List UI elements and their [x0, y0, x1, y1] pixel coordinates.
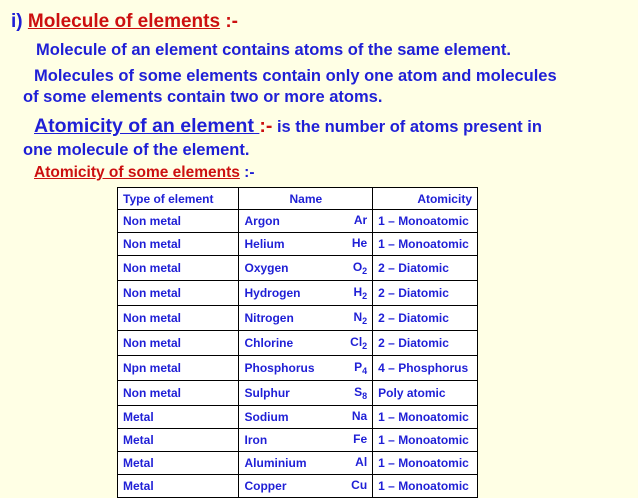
table-subheading: [34, 164, 255, 182]
cell-type: Metal: [118, 406, 239, 429]
element-symbol: $O_2$: [352, 260, 368, 276]
element-name: Sulphur: [244, 386, 290, 400]
table-row: [118, 210, 478, 233]
cell-name: [239, 356, 373, 381]
cell-type: Metal: [118, 429, 239, 452]
cell-name: [239, 452, 373, 475]
element-symbol: Na: [351, 409, 368, 423]
element-name: Oxygen: [244, 261, 289, 275]
element-symbol: $N_2$: [353, 310, 368, 326]
table-row: [118, 356, 478, 381]
table-row: [118, 429, 478, 452]
para-molecules-line1: Molecules of some elements contain only one atom and molecules: [34, 67, 557, 85]
cell-atomicity: 2 – Diatomic: [373, 331, 478, 356]
cell-type: Non metal: [118, 331, 239, 356]
element-symbol: Ar: [353, 213, 368, 227]
cell-name: [239, 381, 373, 406]
cell-name: [239, 429, 373, 452]
element-symbol: $S_8$: [354, 385, 368, 401]
cell-atomicity: 1 – Monoatomic: [373, 233, 478, 256]
atomicity-definition-line1: [34, 115, 542, 138]
cell-name: [239, 331, 373, 356]
table-row: [118, 452, 478, 475]
element-name: Argon: [244, 214, 280, 228]
element-name: Sodium: [244, 410, 289, 424]
heading-title: Molecule of elements: [27, 11, 221, 32]
cell-type: Non metal: [118, 233, 239, 256]
header-atomicity: Atomicity: [373, 188, 478, 210]
element-name: Copper: [244, 479, 287, 493]
cell-name: [239, 233, 373, 256]
cell-type: Non metal: [118, 210, 239, 233]
subheading-suffix: :-: [239, 164, 255, 181]
element-name: Chlorine: [244, 336, 294, 350]
heading-prefix: i): [11, 11, 28, 32]
table-row: [118, 256, 478, 281]
cell-name: [239, 306, 373, 331]
element-symbol: Cu: [351, 478, 368, 492]
cell-type: Non metal: [118, 281, 239, 306]
element-symbol: He: [351, 236, 368, 250]
cell-type: Non metal: [118, 381, 239, 406]
element-name: Nitrogen: [244, 311, 294, 325]
atomicity-definition-text: is the number of atoms present in: [272, 118, 542, 136]
table-row: [118, 233, 478, 256]
cell-atomicity: Poly atomic: [373, 381, 478, 406]
element-symbol: Fe: [353, 432, 368, 446]
cell-type: Npn metal: [118, 356, 239, 381]
cell-type: Metal: [118, 475, 239, 498]
element-name: Phosphorus: [244, 361, 315, 375]
table-row: [118, 281, 478, 306]
atomicity-separator: :-: [259, 115, 273, 137]
table-row: [118, 406, 478, 429]
atomicity-term: Atomicity of an element: [34, 115, 260, 137]
table-row: [118, 381, 478, 406]
cell-atomicity: 2 – Diatomic: [373, 281, 478, 306]
cell-name: [239, 406, 373, 429]
cell-atomicity: 1 – Monoatomic: [373, 406, 478, 429]
slide-heading: [11, 11, 238, 33]
subheading-text: Atomicity of some elements: [34, 164, 240, 181]
atomicity-definition-line2: one molecule of the element.: [23, 141, 250, 159]
element-symbol: Al: [355, 455, 368, 469]
cell-type: Non metal: [118, 256, 239, 281]
heading-suffix: :-: [220, 11, 238, 32]
cell-atomicity: 1 – Monoatomic: [373, 210, 478, 233]
cell-atomicity: 1 – Monoatomic: [373, 475, 478, 498]
cell-name: [239, 256, 373, 281]
cell-name: [239, 210, 373, 233]
element-name: Iron: [244, 433, 268, 447]
cell-atomicity: 2 – Diatomic: [373, 306, 478, 331]
cell-atomicity: 1 – Monoatomic: [373, 429, 478, 452]
header-name: Name: [239, 188, 373, 210]
atomicity-table: [117, 187, 478, 498]
cell-type: Metal: [118, 452, 239, 475]
header-type: Type of element: [118, 188, 239, 210]
table-row: [118, 306, 478, 331]
cell-type: Non metal: [118, 306, 239, 331]
table-row: [118, 331, 478, 356]
para-molecule-definition: Molecule of an element contains atoms of the same element.: [36, 41, 511, 59]
element-name: Aluminium: [244, 456, 307, 470]
cell-atomicity: 4 – Phosphorus: [373, 356, 478, 381]
para-molecules-line2: of some elements contain two or more atoms.: [23, 88, 383, 106]
element-name: Hydrogen: [244, 286, 301, 300]
table-header-row: [118, 188, 478, 210]
element-symbol: $P_4$: [354, 360, 368, 376]
element-symbol: $H_2$: [353, 285, 368, 301]
cell-atomicity: 1 – Monoatomic: [373, 452, 478, 475]
cell-name: [239, 281, 373, 306]
cell-atomicity: 2 – Diatomic: [373, 256, 478, 281]
element-name: Helium: [244, 237, 285, 251]
element-symbol: $Cl_2$: [350, 335, 368, 351]
